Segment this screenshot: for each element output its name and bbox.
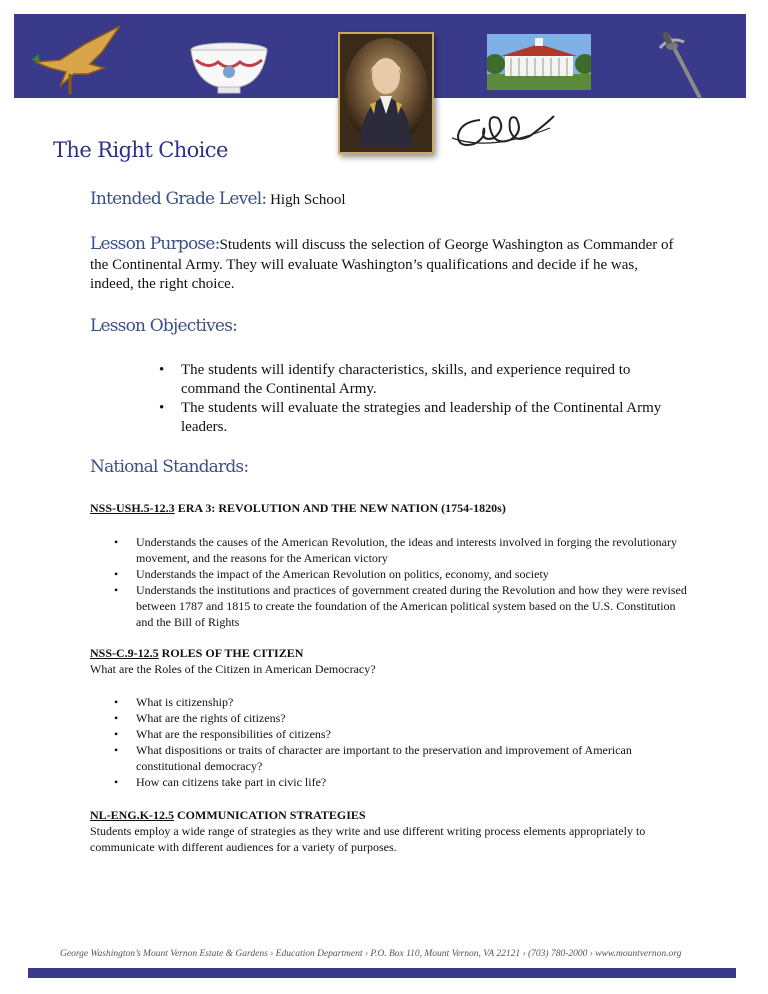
standard-ush-list — [112, 534, 692, 630]
standard-english-title — [90, 808, 366, 823]
standard-code: NSS-USH.5-12.3 — [90, 501, 175, 515]
sword-hilt-image — [650, 30, 710, 100]
lesson-purpose — [90, 235, 680, 295]
grade-level-label: Intended Grade Level: — [90, 189, 267, 209]
list-item: • Understands the causes of the American Revolution, the ideas and interests involved in forging the revolutionary movement, and the reasons for the American victory — [112, 534, 692, 566]
grade-level — [90, 189, 690, 209]
list-item: • What dispositions or traits of character are important to the preservation and improvement of American constitutional democracy? — [112, 742, 692, 774]
standard-name: ERA 3: REVOLUTION AND THE NEW NATION (1754-1820s) — [177, 501, 506, 515]
list-item: • What is citizenship? — [112, 694, 692, 710]
standard-code: NSS-C.9-12.5 — [90, 646, 159, 660]
standard-civics-list — [112, 694, 692, 790]
lesson-purpose-label: Lesson Purpose: — [90, 234, 220, 254]
gw-signature-image — [450, 108, 560, 153]
list-item: • What are the responsibilities of citizens? — [112, 726, 692, 742]
porcelain-bowl-image — [188, 40, 270, 95]
standard-name: COMMUNICATION STRATEGIES — [177, 808, 366, 822]
objectives-list — [157, 361, 685, 437]
lesson-objectives-heading: Lesson Objectives: — [90, 316, 238, 336]
list-item: • Understands the impact of the American Revolution on politics, economy, and society — [112, 566, 692, 582]
footer-bar — [28, 968, 736, 978]
weathervane-dove-image — [30, 24, 130, 94]
national-standards-heading: National Standards: — [90, 457, 249, 477]
list-item: • What are the rights of citizens? — [112, 710, 692, 726]
standard-code: NL-ENG.K-12.5 — [90, 808, 174, 822]
list-item: • Understands the institutions and practices of government created during the Revolution and how they were revised between 1787 and 1815 to create the foundation of the American political system based on the U.S. Constitution and the Bill of Rights — [112, 582, 692, 630]
list-item: • The students will identify characteristics, skills, and experience required to command the Continental Army. — [157, 361, 685, 399]
list-item: • The students will evaluate the strategies and leadership of the Continental Army leaders. — [157, 399, 685, 437]
footer-address: George Washington’s Mount Vernon Estate & Gardens › Education Department › P.O. Box 110, Mount Vernon, VA 22121 › (703) 780-2000 › www.mountvernon.org — [60, 949, 682, 959]
standard-english-text: Students employ a wide range of strategies as they write and use different writing process elements appropriately to communicate with different audiences for a variety of purposes. — [90, 824, 646, 854]
standard-name: ROLES OF THE CITIZEN — [161, 646, 304, 660]
george-washington-portrait — [338, 32, 434, 154]
list-item: • How can citizens take part in civic life? — [112, 774, 692, 790]
mount-vernon-mansion-image — [487, 34, 591, 90]
standard-civics-title — [90, 646, 303, 661]
standard-civics-subtitle: What are the Roles of the Citizen in American Democracy? — [90, 662, 376, 676]
standard-ush-title — [90, 501, 506, 516]
page-title: The Right Choice — [53, 138, 228, 162]
lesson-purpose-text: Students will discuss the selection of George Washington as Commander of the Continental Army. They will evaluate Washington’s qualifications and decide if he was, indeed, the right choice. — [90, 237, 674, 292]
grade-level-value: High School — [270, 192, 346, 208]
